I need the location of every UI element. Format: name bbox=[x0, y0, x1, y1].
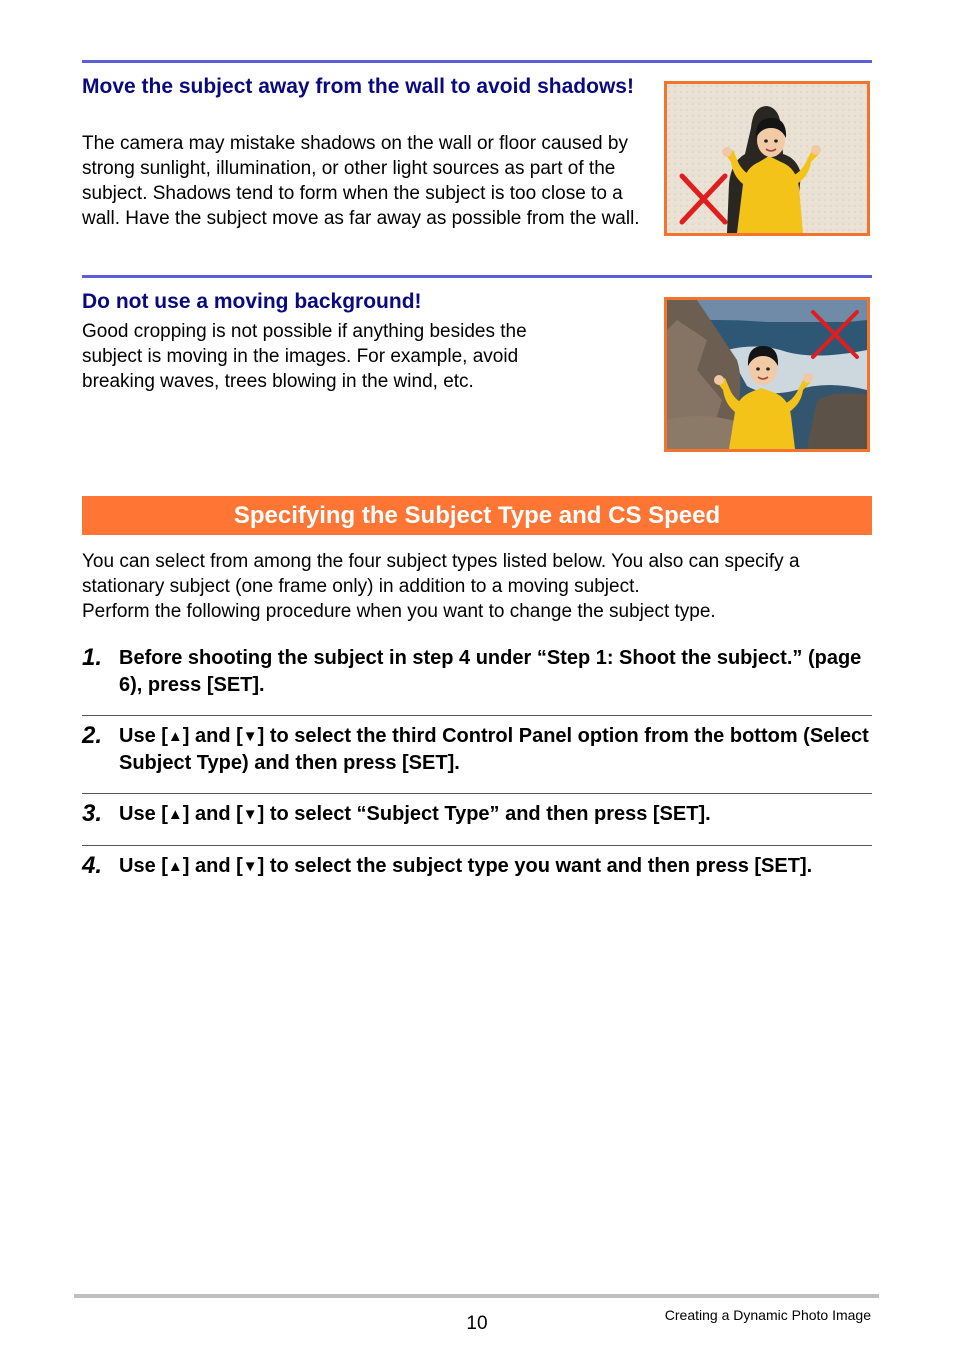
up-triangle-icon: ▲ bbox=[167, 806, 183, 823]
page-number: 10 bbox=[466, 1313, 488, 1334]
example-photo-shadow bbox=[664, 81, 870, 236]
intro-line-1: You can select from among the four subject types listed below. You also can specify a stationary subject (one frame only) in addition to a moving subject. bbox=[82, 551, 800, 597]
tip-title-shadows: Move the subject away from the wall to avoid shadows! bbox=[82, 75, 634, 98]
tip-body-shadows: The camera may mistake shadows on the wall or floor caused by strong sunlight, illumination, or other light sources as part of the subject. Shadows tend to form when the subject is too close to a wall. Have the subject move as far away as possible from the wall. bbox=[82, 133, 640, 229]
step-number: 1. bbox=[82, 644, 103, 671]
up-triangle-icon: ▲ bbox=[167, 728, 183, 745]
footer-divider bbox=[74, 1294, 879, 1298]
step-number: 4. bbox=[82, 852, 103, 879]
step-divider bbox=[82, 715, 872, 716]
down-triangle-icon: ▼ bbox=[242, 728, 258, 745]
intro-line-2: Perform the following procedure when you want to change the subject type. bbox=[82, 601, 716, 622]
step-number: 2. bbox=[82, 722, 103, 749]
step-divider bbox=[82, 793, 872, 794]
step-text: Use [▲] and [▼] to select the third Control Panel option from the bottom (Select Subject Type) and then press [SET]. bbox=[119, 725, 869, 774]
step-text: Before shooting the subject in step 4 under “Step 1: Shoot the subject.” (page 6), press [SET]. bbox=[119, 647, 862, 696]
tip-divider bbox=[82, 275, 872, 278]
step-text: Use [▲] and [▼] to select the subject type you want and then press [SET]. bbox=[119, 853, 872, 880]
section-intro bbox=[82, 549, 872, 624]
chapter-title: Creating a Dynamic Photo Image bbox=[664, 1307, 871, 1323]
down-triangle-icon: ▼ bbox=[242, 858, 258, 875]
step-text: Use [▲] and [▼] to select “Subject Type” and then press [SET]. bbox=[119, 801, 872, 828]
up-triangle-icon: ▲ bbox=[167, 858, 183, 875]
step-number: 3. bbox=[82, 800, 103, 827]
tip-divider bbox=[82, 60, 872, 63]
down-triangle-icon: ▼ bbox=[242, 806, 258, 823]
example-photo-waves bbox=[664, 297, 870, 452]
tip-body-moving-background: Good cropping is not possible if anything besides the subject is moving in the images. For example, avoid breaking waves, trees blowing in the wind, etc. bbox=[82, 321, 527, 392]
section-heading: Specifying the Subject Type and CS Speed bbox=[82, 496, 872, 535]
step-divider bbox=[82, 845, 872, 846]
tip-title-moving-background: Do not use a moving background! bbox=[82, 290, 422, 313]
